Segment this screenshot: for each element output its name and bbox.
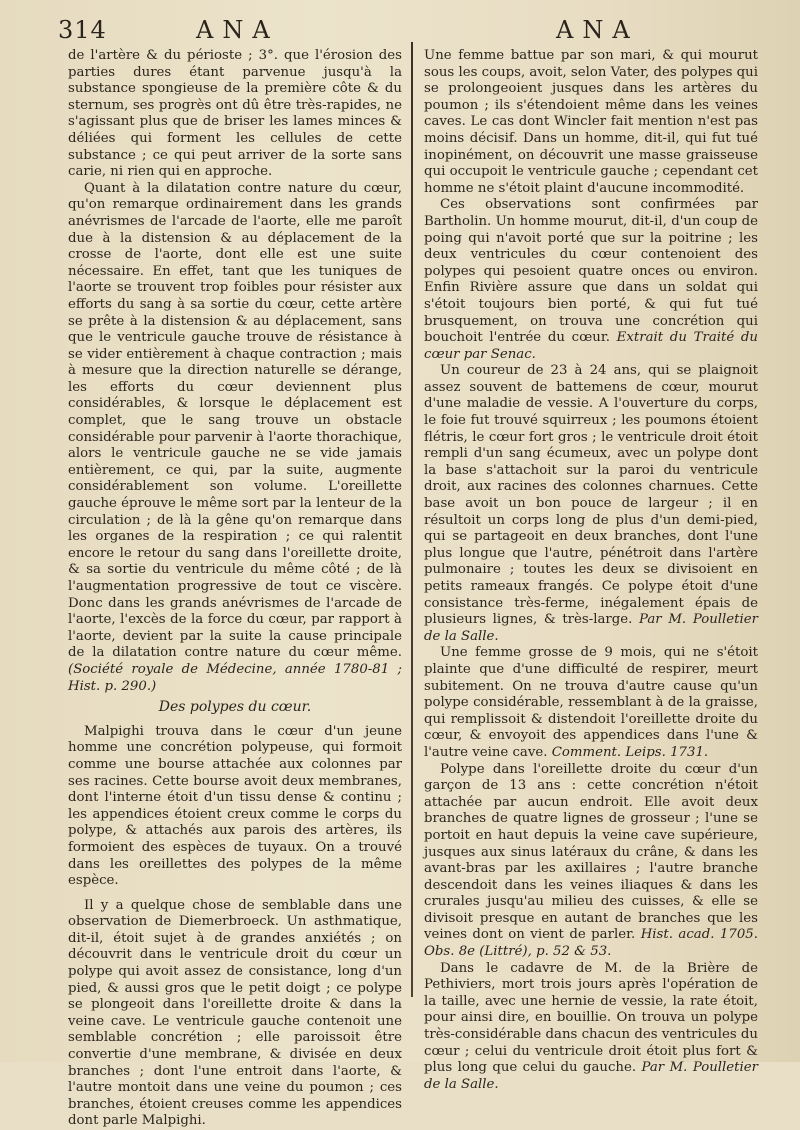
paragraph: Une femme battue par son mari, & qui mourut sous les coups, avoit, selon Vater, des polypes qui se prolongeoient jusques dans les artères du poumon ; ils s'étendoient même dans les veines caves. Le cas dont Wincler fait mention n'est pas moins décisif. Dans un homme, dit-il, qui fut tué inopinément, on découvrit une masse graisseuse qui occupoit le ventricule gauche ; cependant cet homme ne s'étoit plaint d'aucune incommodité.: [424, 48, 758, 196]
citation: Par M. Poulletier de la Salle.: [424, 612, 758, 644]
paragraph: [424, 645, 758, 761]
page-header: [0, 12, 800, 48]
paragraph: de l'artère & du périoste ; 3°. que l'érosion des parties dures étant parvenue jusqu'à la substance spongieuse de la première côte & du sternum, ses progrès ont dû être très-rapides, ne s'agissant plus que de briser les lames minces & déliées qui forment les cellules de cette substance ; ce qui peut arriver de la sorte sans carie, ni rien qui en approche.: [68, 48, 402, 180]
paragraph-text: Quant à la dilatation contre nature du cœur, qu'on remarque ordinairement dans les grands anévrismes de l'arcade de l'aorte, elle me paroît due à la distension & au déplacement de la crosse de l'aorte, dont elle est une suite nécessaire. En effet, tant que les tuniques de l'aorte se trouvent trop foibles pour résister aux efforts du sang à sa sortie du cœur, cette artère se prête à la distension & au déplacement, sans que le ventricule gauche trouve de résistance à se vider entièrement à chaque contraction ; mais à mesure que la direction naturelle se dérange, les efforts du cœur deviennent plus considérables, & lorsque le déplacement est complet, que le sang trouve un obstacle considérable pour parvenir à l'aorte thorachique, alors le ventricule gauche ne se vide jamais entièrement, ce qui, par la suite, augmente considérablement son volume. L'oreillette gauche éprouve le même sort par la lenteur de la circulation ; de là la gêne qu'on remarque dans les organes de la respiration ; ce qui ralentit encore le retour du sang dans l'oreillette droite, & sa sortie du ventricule du même côté ; de là l'augmentation progressive de tout ce viscère. Donc dans les grands anévrismes de l'arcade de l'aorte, l'excès de la force du cœur, par rapport à l'aorte, devient par la suite la cause principale de la dilatation contre nature du cœur même.: [68, 180, 402, 661]
paragraph: [68, 181, 402, 695]
page-number: 314: [58, 16, 107, 44]
paragraph: [424, 762, 758, 961]
spacer: [68, 890, 402, 898]
paragraph: [424, 197, 758, 363]
paragraph: Malpighi trouva dans le cœur d'un jeune homme une concrétion polypeuse, qui formoit comme une bourse attachée aux colonnes par ses racines. Cette bourse avoit deux membranes, dont l'interne étoit d'un tissu dense & continu ; les appendices étoient creux comme le corps du polype, & attachés aux parois des artères, ils formoient des espèces de tuyaux. On a trouvé dans les oreillettes des polypes de la même espèce.: [68, 723, 402, 889]
paragraph-text: Ces observations sont confirmées par Bartholin. Un homme mourut, dit-il, d'un coup de poing qui n'avoit porté que sur la poitrine ; les deux ventricules du cœur contenoient des polypes qui pesoient quatre onces ou environ. Enfin Rivière assure que dans un soldat qui s'étoit toujours bien porté, & qui fut tué brusquement, on trouva une concrétion qui bouchoit l'entrée du cœur.: [424, 197, 758, 346]
citation: Hist. acad. 1705. Obs. 8e (Littré), p. 52 & 53.: [424, 927, 758, 960]
paragraph-text: Une femme grosse de 9 mois, qui ne s'étoit plainte que d'une difficulté de respirer, meurt subitement. On ne trouva d'autre cause qu'un polype considérable, ressemblant à de la graisse, qui remplissoit & distendoit l'oreillette droite du cœur, & envoyoit des appendices dans l'une & l'autre veine cave.: [424, 645, 758, 760]
citation: (Société royale de Médecine, année 1780-81 ; Hist. p. 290.): [68, 661, 402, 694]
running-title-right: ANA: [556, 16, 639, 44]
paragraph-text: Polype dans l'oreillette droite du cœur d'un garçon de 13 ans : cette concrétion n'étoit attachée par aucun endroit. Elle avoit deux branches de quatre lignes de grosseur ; l'une se portoit en haut depuis la veine cave supérieure, jusques aux sinus latéraux du crâne, & dans les avant-bras par les axillaires ; l'autre branche descendoit dans les veines iliaques & dans les crurales jusqu'au milieu des cuisses, & elle se divisoit presque en autant de branches que les veines dont on vient de parler.: [424, 761, 758, 943]
paragraph-text: Dans le cadavre de M. de la Brière de Pethiviers, mort trois jours après l'opération de la taille, avec une hernie de vessie, la rate étoit, pour ainsi dire, en bouillie. On trouva un polype très-considérable dans chacun des ventricules du cœur ; celui du ventricule droit étoit plus fort & plus long que celui du gauche.: [424, 960, 758, 1076]
right-column: [424, 48, 758, 1092]
left-column: [68, 48, 402, 1129]
paragraph: [424, 363, 758, 645]
citation: Par M. Poulletier de la Salle.: [424, 1060, 758, 1092]
paragraph: Il y a quelque chose de semblable dans une observation de Diemerbroeck. Un asthmatique, dit-il, étoit sujet à de grandes anxiétés ; on découvrit dans le ventricule droit du cœur un polype qui avoit assez de consistance, long d'un pied, & aussi gros que le petit doigt ; ce polype se plongeoit dans l'oreillette droite & dans la veine cave. Le ventricule gauche contenoit une semblable concrétion ; elle paroissoit être convertie d'une membrane, & divisée en deux branches ; dont l'une entroit dans l'aorte, & l'autre montoit dans une veine du poumon ; ces branches, étoient creuses comme les appendices dont parle Malpighi.: [68, 897, 402, 1129]
column-divider: [411, 42, 413, 997]
citation: Comment. Leips. 1731.: [551, 744, 709, 760]
section-heading: Des polypes du cœur.: [158, 699, 312, 716]
paragraph: [424, 961, 758, 1094]
paragraph-text: Un coureur de 23 à 24 ans, qui se plaignoit assez souvent de battemens de cœur, mourut d'une maladie de vessie. A l'ouverture du corps, le foie fut trouvé squirreux ; les poumons étoient flétris, le cœur fort gros ; le ventricule droit étoit rempli d'un sang écumeux, avec un polype dont la base s'attachoit sur la paroi du ventricule droit, aux racines des colonnes charnues. Cette base avoit un bon pouce de largeur ; il en résultoit un corps long de plus d'un demi-pied, qui se partageoit en deux branches, dont l'une plus longue que l'autre, pénétroit dans l'artère pulmonaire ; toutes les deux se divisoient en petits rameaux frangés. Ce polype étoit d'une consistance très-ferme, inégalement épais de plusieurs lignes, & très-large.: [424, 363, 758, 628]
citation: Extrait du Traité du cœur par Senac.: [424, 330, 758, 362]
running-title-left: ANA: [196, 16, 279, 44]
